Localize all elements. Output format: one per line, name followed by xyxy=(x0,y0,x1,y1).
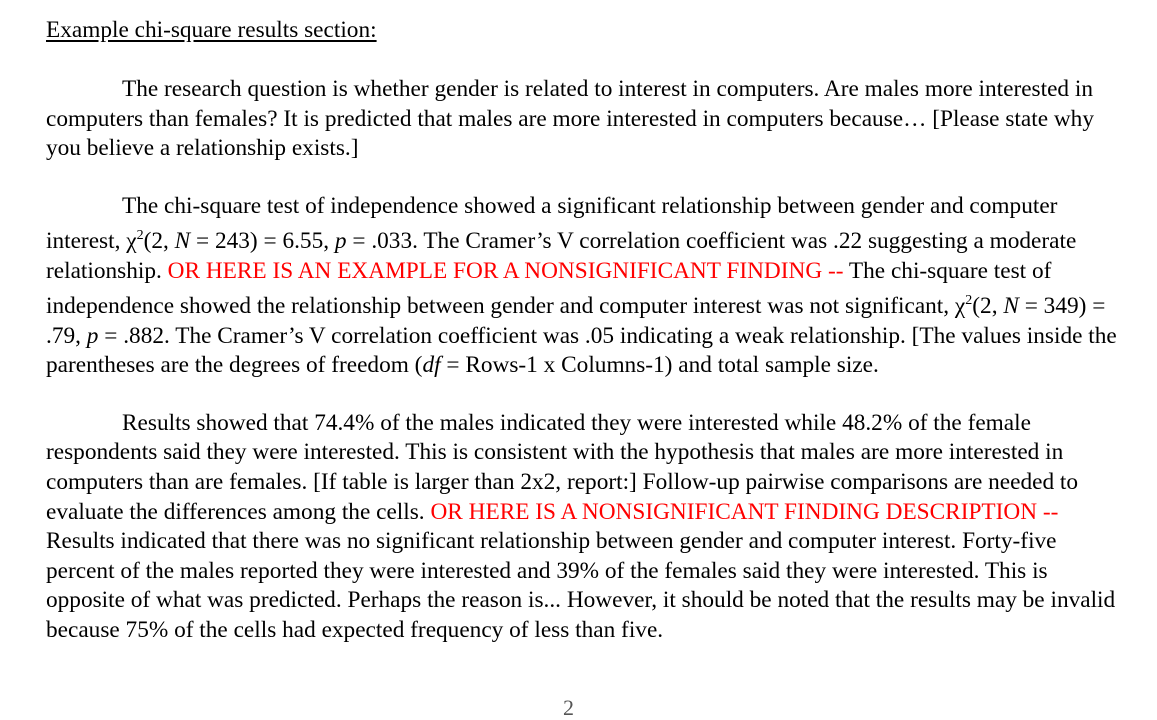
nonsignificant-description-label: OR HERE IS A NONSIGNIFICANT FINDING DESCRIPTION -- xyxy=(430,498,1059,525)
text-run: = .033. The Cramer’s V correlation coefficient was .22 suggesting a moderate relationship. xyxy=(46,228,1077,284)
page-number: 2 xyxy=(563,695,574,720)
paragraph-results-description xyxy=(46,409,1126,646)
text-run: The chi-square test of independence showed a significant relationship between gender and computer interest, χ xyxy=(46,192,1058,255)
paragraph-chi-square-results xyxy=(46,192,1126,381)
italic-n: N xyxy=(1003,293,1019,320)
paragraph-research-question xyxy=(46,75,1126,164)
text-run: = 243) = 6.55, xyxy=(190,228,335,255)
italic-df: df xyxy=(422,352,441,379)
section-heading: Example chi-square results section: xyxy=(46,17,377,43)
text-run: = 349) = .79, xyxy=(46,293,1106,349)
superscript: 2 xyxy=(965,293,973,309)
italic-p: p xyxy=(86,322,99,349)
nonsignificant-example-label: OR HERE IS AN EXAMPLE FOR A NONSIGNIFICANT FINDING -- xyxy=(167,257,849,284)
text-run: = .882. The Cramer’s V correlation coefficient was .05 indicating a weak relationship. [The values inside the parentheses are the degrees of freedom ( xyxy=(46,322,1117,379)
text-run: = Rows-1 x Columns-1) and total sample size. xyxy=(440,352,879,379)
italic-n: N xyxy=(174,228,191,255)
text-run: Results showed that 74.4% of the males indicated they were interested while 48.2% of the female respondents said they were interested. This is consistent with the hypothesis that males are more interested in computers than are females. [If table is larger than 2x2, report:] Follow-up pairwise comparisons are needed to evaluate the differences among the cells. xyxy=(46,409,1079,525)
text-run: (2, xyxy=(143,228,175,255)
italic-p: p xyxy=(334,228,347,255)
paragraph-text: The research question is whether gender is related to interest in computers. Are males more interested in computers than females? It is predicted that males are more interested in computers because… [Please state why you believe a relationship exists.] xyxy=(46,76,1094,162)
text-run: Results indicated that there was no significant relationship between gender and computer interest. Forty-five percent of the males reported they were interested and 39% of the females said they were interested. This is opposite of what was predicted. Perhaps the reason is... However, it should be noted that the results may be invalid because 75% of the cells had expected frequency of less than five. xyxy=(46,528,1116,644)
text-run: (2, xyxy=(972,293,1004,320)
document-page xyxy=(46,16,1126,646)
text-run: The chi-square test of independence showed the relationship between gender and computer interest was not significant, χ xyxy=(46,257,1052,320)
superscript: 2 xyxy=(136,228,144,244)
